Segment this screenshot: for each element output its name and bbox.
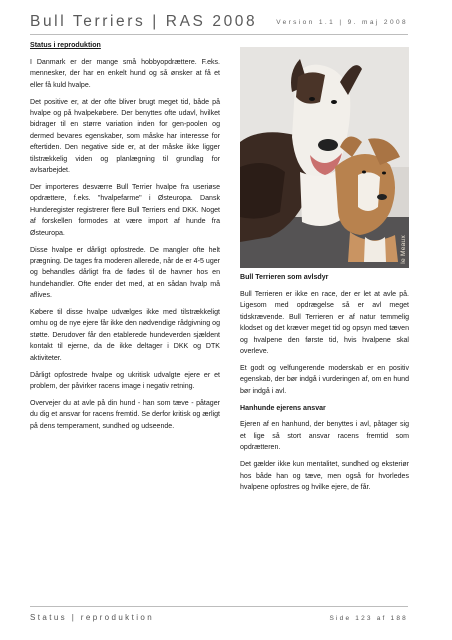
paragraph: Dårligt opfostrede hvalpe og ukritisk udvalgte ejere er et problem, der påvirker racens image i negativ retning.	[30, 371, 220, 390]
photo-credit: le Meaux	[400, 235, 407, 264]
section-heading-avlsdyr: Bull Terrieren som avlsdyr	[240, 274, 329, 281]
dogs-photo	[240, 47, 409, 268]
section-heading-status: Status i reproduktion	[30, 42, 101, 49]
footer-section: Status | reproduktion	[30, 613, 155, 622]
dogs-illustration	[240, 47, 409, 268]
page-number: Side 123 af 188	[329, 615, 408, 622]
paragraph: Et godt og velfungerende moderskab er en positiv egenskab, der bør indgå i vurderingen af, om en hund bør indgå i avl.	[240, 364, 409, 395]
paragraph: Bull Terrieren er ikke en race, der er let at avle på. Ligesom med opdrægelse så er avl meget tidskrævende. Bull Terrieren er af natur temmelig klodset og det kræver meget tid og opsyn med tæven og hvalpene den første tid, hvis hvalpene skal overleve.	[240, 290, 409, 355]
document-title: Bull Terriers | RAS 2008	[30, 13, 258, 30]
paragraph: Det gælder ikke kun mentalitet, sundhed og eksteriør hos både han og tæve, men også for hvorledes hvalpene opfostres og hvilke ejere, de får.	[240, 461, 409, 491]
paragraph: Der importeres desværre Bull Terrier hvalpe fra useriøse opdrættere, f.eks. "hvalpefarme" i Østeuropa. Dansk Hunderegister registrerer flere Bull Terriers end DKK. Noget af forskellen formodes at være import af hunde fra Østeuropa.	[30, 183, 220, 237]
paragraph: Købere til disse hvalpe udvælges ikke med tilstrækkeligt omhu og de nye ejere får ikke den nødvendige rådgivning og støtte. Derudover får den etablerede hundeverden sjældent kontakt til ejerne, da de ikke deltager i DKK og DTK aktiviteter.	[30, 309, 220, 362]
paragraph: Ejeren af en hanhund, der benyttes i avl, påtager sig et lige så stort ansvar racens fremtid som opdrætteren.	[240, 421, 409, 452]
version-date: Version 1.1 | 9. maj 2008	[276, 19, 408, 26]
left-column	[30, 40, 220, 438]
header-rule	[30, 34, 408, 35]
section-heading-hanhunde: Hanhunde ejerens ansvar	[240, 404, 326, 412]
paragraph: Overvejer du at avle på din hund - han som tæve - påtager du dig et ansvar for racens fremtid. Se derfor kritisk og ærligt på dens temperament, sundhed og udseende.	[30, 399, 220, 430]
paragraph: Det positive er, at der ofte bliver brugt meget tid, både på hvalpe og på hvalpekøbere. Der benyttes ofte udavl, hvilket bidrager til en større variation inden for gen-poolen og dermed bevares egenskaber, som måske har interesse for eftertiden. Den negative side er, at der måske ikke ligger tilstrækkelig viden og planlægning til grundlag for avlsarbejdet.	[30, 98, 220, 175]
right-column	[240, 272, 409, 499]
footer-rule	[30, 606, 408, 607]
paragraph: Disse hvalpe er dårligt opfostrede. De mangler ofte helt prægning. De tages fra moderen allerede, når de er 4-5 uger og behandles dårligt fra de fødes til de havner hos en hundehandler. Ofte ender det med, at en sådan hvalp må aflives.	[30, 246, 220, 300]
paragraph: I Danmark er der mange små hobbyopdrættere. F.eks. mennesker, der har en enkelt hund og så ønsker at få et eller få kuld hvalpe.	[30, 58, 220, 89]
